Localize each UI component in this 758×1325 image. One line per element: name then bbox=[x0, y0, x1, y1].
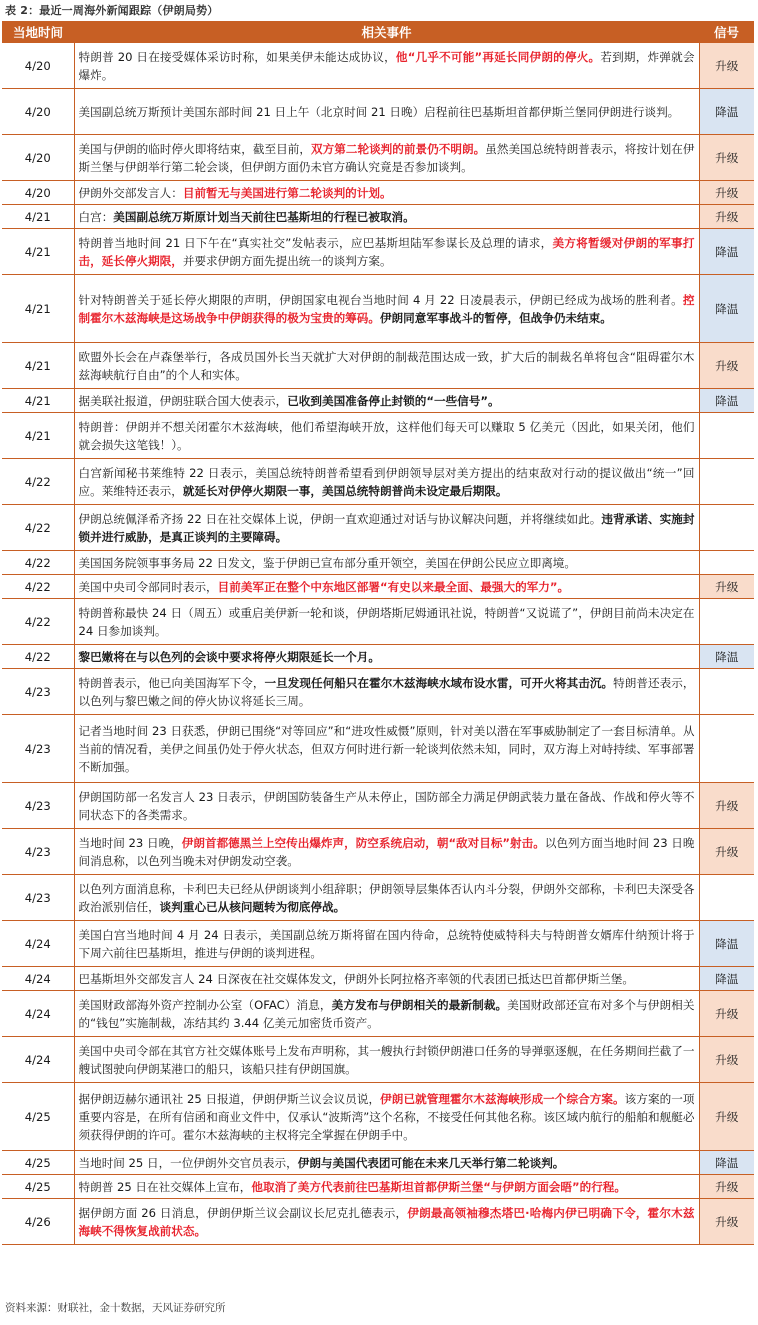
event-text: 据美联社报道，伊朗驻联合国大使表示， bbox=[78, 393, 288, 408]
signal-badge: 升级 bbox=[699, 1037, 754, 1083]
table-row bbox=[2, 413, 754, 459]
table-row bbox=[2, 669, 754, 715]
signal-badge bbox=[699, 551, 754, 575]
event-text: 若到期，炸弹就会爆炸。 bbox=[78, 49, 695, 82]
signal-badge: 升级 bbox=[699, 1199, 754, 1245]
row-date: 4/22 bbox=[2, 645, 74, 669]
signal-badge: 升级 bbox=[699, 181, 754, 205]
header-event: 相关事件 bbox=[74, 21, 699, 43]
highlight-text: 伊朗已就管理霍尔木兹海峡形成一个综合方案。 bbox=[380, 1091, 625, 1106]
event-text: 虽然美国总统特朗普表示，将按计划在伊斯兰堡与伊朗举行第二轮会谈，但伊朗方面仍未官方确认究竟是否参加谈判。 bbox=[78, 141, 695, 174]
row-event bbox=[74, 669, 699, 715]
row-date: 4/26 bbox=[2, 1199, 74, 1245]
row-date: 4/20 bbox=[2, 89, 74, 135]
header-signal: 信号 bbox=[699, 21, 754, 43]
table-row bbox=[2, 1083, 754, 1151]
table-row bbox=[2, 1175, 754, 1199]
event-text: 伊朗总统佩泽希齐扬 22 日在社交媒体上说，伊朗一直欢迎通过对话与协议解决问题，并将继续如此。 bbox=[78, 511, 602, 526]
event-text: 美国与伊朗的临时停火即将结束，截至目前， bbox=[78, 141, 311, 156]
row-event bbox=[74, 343, 699, 389]
event-text: 并要求伊朗方面先提出统一的谈判方案。 bbox=[182, 253, 392, 268]
row-date: 4/22 bbox=[2, 575, 74, 599]
row-date: 4/23 bbox=[2, 875, 74, 921]
signal-badge: 降温 bbox=[699, 1151, 754, 1175]
signal-badge: 升级 bbox=[699, 205, 754, 229]
row-date: 4/22 bbox=[2, 459, 74, 505]
row-date: 4/23 bbox=[2, 715, 74, 783]
event-text: 美国财政部还宣布对多个与伊朗相关的“钱包”实施制裁，冻结其约 3.44 亿美元加密货币资产。 bbox=[78, 997, 695, 1030]
table-row bbox=[2, 505, 754, 551]
signal-badge bbox=[699, 669, 754, 715]
event-text: 当地时间 25 日，一位伊朗外交官员表示， bbox=[78, 1155, 298, 1170]
table-row bbox=[2, 551, 754, 575]
row-event bbox=[74, 275, 699, 343]
table-row bbox=[2, 1151, 754, 1175]
row-event bbox=[74, 1175, 699, 1199]
row-event bbox=[74, 135, 699, 181]
row-event bbox=[74, 1083, 699, 1151]
event-text: 特朗普表示，他已向美国海军下令， bbox=[78, 675, 265, 690]
table-row bbox=[2, 343, 754, 389]
event-text: 美国中央司令部在其官方社交媒体账号上发布声明称，其一艘执行封锁伊朗港口任务的导弹驱逐舰，在任务期间拦截了一艘试图驶向伊朗某港口的船只，该船只挂有伊朗国旗。 bbox=[78, 1043, 695, 1076]
highlight-text: 目前暂无与美国进行第二轮谈判的计划。 bbox=[182, 185, 392, 200]
table-row bbox=[2, 229, 754, 275]
event-text: 欧盟外长会在卢森堡举行，各成员国外长当天就扩大对伊朗的制裁范围达成一致，扩大后的制裁名单将包含“阻碍霍尔木兹海峡航行自由”的个人和实体。 bbox=[78, 349, 695, 382]
signal-badge: 升级 bbox=[699, 1175, 754, 1199]
signal-badge bbox=[699, 715, 754, 783]
event-text: 特朗普 20 日在接受媒体采访时称，如果美伊未能达成协议， bbox=[78, 49, 396, 64]
table-row bbox=[2, 205, 754, 229]
event-text: 美国国务院领事事务局 22 日发文，鉴于伊朗已宣布部分重开领空，美国在伊朗公民应立即离境。 bbox=[78, 555, 576, 570]
row-event bbox=[74, 575, 699, 599]
signal-badge: 升级 bbox=[699, 783, 754, 829]
source-note: 资料来源：财联社，金十数据，天风证券研究所 bbox=[5, 1302, 226, 1314]
signal-badge: 升级 bbox=[699, 991, 754, 1037]
table-row bbox=[2, 575, 754, 599]
event-text: 伊朗外交部发言人： bbox=[78, 185, 183, 200]
bold-text: 谈判重心已从核问题转为彻底停战。 bbox=[159, 899, 346, 914]
row-date: 4/22 bbox=[2, 599, 74, 645]
highlight-text: 双方第二轮谈判的前景仍不明朗。 bbox=[310, 141, 486, 156]
table-row bbox=[2, 181, 754, 205]
row-date: 4/21 bbox=[2, 205, 74, 229]
event-text: 特朗普还表示，以色列与黎巴嫩之间的停火协议将延长三周。 bbox=[78, 675, 695, 708]
row-date: 4/21 bbox=[2, 343, 74, 389]
event-text: 美国副总统万斯预计美国东部时间 21 日上午（北京时间 21 日晚）启程前往巴基斯坦首都伊斯兰堡同伊朗进行谈判。 bbox=[78, 104, 680, 119]
signal-badge: 升级 bbox=[699, 1083, 754, 1151]
row-event bbox=[74, 389, 699, 413]
event-text: 据伊朗迈赫尔通讯社 25 日报道，伊朗伊斯兰议会议员说， bbox=[78, 1091, 381, 1106]
row-date: 4/25 bbox=[2, 1151, 74, 1175]
event-text: 特朗普当地时间 21 日下午在“真实社交”发帖表示，应巴基斯坦陆军参谋长及总理的请求， bbox=[78, 235, 553, 250]
bold-text: 美国副总统万斯原计划当天前往巴基斯坦的行程已被取消。 bbox=[113, 209, 415, 224]
event-text: 据伊朗方面 26 日消息，伊朗伊斯兰议会副议长尼克扎德表示， bbox=[78, 1205, 408, 1220]
row-event bbox=[74, 715, 699, 783]
table-row bbox=[2, 645, 754, 669]
table-row bbox=[2, 89, 754, 135]
signal-badge: 降温 bbox=[699, 967, 754, 991]
row-date: 4/24 bbox=[2, 921, 74, 967]
event-text: 白宫： bbox=[78, 209, 114, 224]
table-row bbox=[2, 715, 754, 783]
table-row bbox=[2, 921, 754, 967]
signal-badge: 降温 bbox=[699, 275, 754, 343]
table-row bbox=[2, 991, 754, 1037]
event-text: 该方案的一项重要内容是，在所有信函和商业文件中，仅承认“波斯湾”这个名称，不接受任何其他名称。该区域内航行的船舶和舰艇必须获得伊朗的许可。霍尔木兹海峡的主权将完全掌握在伊朗手中。 bbox=[78, 1091, 695, 1142]
row-event bbox=[74, 967, 699, 991]
signal-badge: 降温 bbox=[699, 89, 754, 135]
row-date: 4/25 bbox=[2, 1083, 74, 1151]
row-event bbox=[74, 181, 699, 205]
row-date: 4/20 bbox=[2, 43, 74, 89]
bold-text: 黎巴嫩将在与以色列的会谈中要求将停火期限延长一个月。 bbox=[78, 649, 380, 664]
event-text: 以色列方面消息称，卡利巴夫已经从伊朗谈判小组辞职；伊朗领导层集体否认内斗分裂，伊朗外交部称，卡利巴夫深受各政治派别信任， bbox=[78, 881, 695, 914]
row-date: 4/22 bbox=[2, 505, 74, 551]
event-text: 针对特朗普关于延长停火期限的声明，伊朗国家电视台当地时间 4 月 22 日凌晨表示，伊朗已经成为战场的胜利者。 bbox=[78, 292, 683, 307]
event-text: 美国财政部海外资产控制办公室（OFAC）消息， bbox=[78, 997, 332, 1012]
event-text: 特朗普 25 日在社交媒体上宣布， bbox=[78, 1179, 252, 1194]
highlight-text: 目前美军正在整个中东地区部署“有史以来最全面、最强大的军力”。 bbox=[217, 579, 570, 594]
row-event bbox=[74, 229, 699, 275]
row-date: 4/21 bbox=[2, 413, 74, 459]
table-row bbox=[2, 599, 754, 645]
signal-badge: 升级 bbox=[699, 43, 754, 89]
news-table bbox=[2, 21, 754, 1245]
signal-badge bbox=[699, 599, 754, 645]
highlight-text: 伊朗最高领袖穆杰塔巴·哈梅内伊已明确下令，霍尔木兹海峡不得恢复战前状态。 bbox=[78, 1205, 695, 1238]
signal-badge: 升级 bbox=[699, 135, 754, 181]
row-event bbox=[74, 205, 699, 229]
row-date: 4/23 bbox=[2, 669, 74, 715]
bold-text: 伊朗同意军事战斗的暂停，但战争仍未结束。 bbox=[379, 310, 612, 325]
event-text: 美国白宫当地时间 4 月 24 日表示，美国副总统万斯将留在国内待命，总统特使威特科夫与特朗普女婿库什纳预计将于下周六前往巴基斯坦，推进与伊朗的谈判进程。 bbox=[78, 927, 695, 960]
event-text: 记者当地时间 23 日获悉，伊朗已围绕“对等回应”和“进攻性威慑”原则，针对美以潜在军事威胁制定了一套目标清单。从当前的情况看，美伊之间虽仍处于停火状态，但双方何时进行新一轮谈判依然未知，同时，双方海上对峙持续、军事部署不断加强。 bbox=[78, 723, 695, 774]
signal-badge: 降温 bbox=[699, 389, 754, 413]
highlight-text: 他“几乎不可能”再延长同伊朗的停火。 bbox=[395, 49, 601, 64]
header-date: 当地时间 bbox=[2, 21, 74, 43]
event-text: 伊朗国防部一名发言人 23 日表示，伊朗国防装备生产从未停止，国防部全力满足伊朗武装力量在备战、作战和停火等不同状态下的各类需求。 bbox=[78, 789, 695, 822]
event-text: 特朗普：伊朗并不想关闭霍尔木兹海峡，他们希望海峡开放，这样他们每天可以赚取 5 亿美元（因此，如果关闭，他们就会损失这笔钱！）。 bbox=[78, 419, 695, 452]
row-date: 4/20 bbox=[2, 135, 74, 181]
row-event bbox=[74, 43, 699, 89]
table-row bbox=[2, 783, 754, 829]
row-date: 4/21 bbox=[2, 389, 74, 413]
row-event bbox=[74, 599, 699, 645]
row-event bbox=[74, 829, 699, 875]
event-text: 巴基斯坦外交部发言人 24 日深夜在社交媒体发文，伊朗外长阿拉格齐率领的代表团已抵达巴首都伊斯兰堡。 bbox=[78, 971, 634, 986]
table-row bbox=[2, 829, 754, 875]
row-date: 4/24 bbox=[2, 991, 74, 1037]
row-event bbox=[74, 413, 699, 459]
row-event bbox=[74, 505, 699, 551]
signal-badge: 降温 bbox=[699, 645, 754, 669]
row-event bbox=[74, 89, 699, 135]
bold-text: 就延长对伊停火期限一事，美国总统特朗普尚未设定最后期限。 bbox=[182, 483, 508, 498]
event-text: 白宫新闻秘书莱维特 22 日表示，美国总统特朗普希望看到伊朗领导层对美方提出的结束敌对行动的提议做出“统一”回应。莱维特还表示， bbox=[78, 465, 695, 498]
table-row bbox=[2, 967, 754, 991]
highlight-text: 美方将暂缓对伊朗的军事打击，延长停火期限， bbox=[78, 235, 695, 268]
table-row bbox=[2, 1199, 754, 1245]
signal-badge bbox=[699, 459, 754, 505]
signal-badge: 升级 bbox=[699, 575, 754, 599]
table-row bbox=[2, 135, 754, 181]
event-text: 当地时间 23 日晚， bbox=[78, 835, 182, 850]
row-event bbox=[74, 783, 699, 829]
bold-text: 一旦发现任何船只在霍尔木兹海峡水域布设水雷，可开火将其击沉。 bbox=[264, 675, 614, 690]
row-date: 4/22 bbox=[2, 551, 74, 575]
table-row bbox=[2, 875, 754, 921]
row-event bbox=[74, 645, 699, 669]
row-date: 4/23 bbox=[2, 829, 74, 875]
row-date: 4/25 bbox=[2, 1175, 74, 1199]
table-row bbox=[2, 43, 754, 89]
event-text: 以色列方面当地时间 23 日晚间消息称，以色列当晚未对伊朗发动空袭。 bbox=[78, 835, 695, 868]
row-event bbox=[74, 459, 699, 505]
row-event bbox=[74, 1199, 699, 1245]
bold-text: 已收到美国准备停止封锁的“一些信号”。 bbox=[287, 393, 500, 408]
signal-badge: 降温 bbox=[699, 229, 754, 275]
signal-badge: 降温 bbox=[699, 921, 754, 967]
table-body bbox=[2, 43, 754, 1245]
bold-text: 违背承诺、实施封锁并进行威胁，是真正谈判的主要障碍。 bbox=[78, 511, 695, 544]
signal-badge bbox=[699, 413, 754, 459]
table-row bbox=[2, 275, 754, 343]
highlight-text: 控制霍尔木兹海峡是这场战争中伊朗获得的极为宝贵的筹码。 bbox=[78, 292, 695, 325]
bold-text: 美方发布与伊朗相关的最新制裁。 bbox=[331, 997, 508, 1012]
row-event bbox=[74, 991, 699, 1037]
signal-badge: 升级 bbox=[699, 829, 754, 875]
row-date: 4/24 bbox=[2, 967, 74, 991]
signal-badge: 升级 bbox=[699, 343, 754, 389]
signal-badge bbox=[699, 505, 754, 551]
row-date: 4/21 bbox=[2, 229, 74, 275]
row-event bbox=[74, 551, 699, 575]
event-text: 美国中央司令部同时表示， bbox=[78, 579, 218, 594]
row-date: 4/21 bbox=[2, 275, 74, 343]
row-event bbox=[74, 921, 699, 967]
table-caption: 表 2：最近一周海外新闻跟踪（伊朗局势） bbox=[5, 4, 219, 17]
bold-text: 伊朗与美国代表团可能在未来几天举行第二轮谈判。 bbox=[297, 1155, 565, 1170]
row-event bbox=[74, 1037, 699, 1083]
table-row bbox=[2, 1037, 754, 1083]
highlight-text: 伊朗首都德黑兰上空传出爆炸声，防空系统启动，朝“敌对目标”射击。 bbox=[181, 835, 545, 850]
row-event bbox=[74, 1151, 699, 1175]
table-row bbox=[2, 459, 754, 505]
row-date: 4/20 bbox=[2, 181, 74, 205]
table-row bbox=[2, 389, 754, 413]
highlight-text: 他取消了美方代表前往巴基斯坦首都伊斯兰堡“与伊朗方面会晤”的行程。 bbox=[251, 1179, 626, 1194]
signal-badge bbox=[699, 875, 754, 921]
row-date: 4/23 bbox=[2, 783, 74, 829]
event-text: 特朗普称最快 24 日（周五）或重启美伊新一轮和谈，伊朗塔斯尼姆通讯社说，特朗普“又说谎了”，伊朗目前尚未决定在 24 日参加谈判。 bbox=[78, 605, 695, 638]
row-event bbox=[74, 875, 699, 921]
row-date: 4/24 bbox=[2, 1037, 74, 1083]
table-header-row bbox=[2, 21, 754, 43]
